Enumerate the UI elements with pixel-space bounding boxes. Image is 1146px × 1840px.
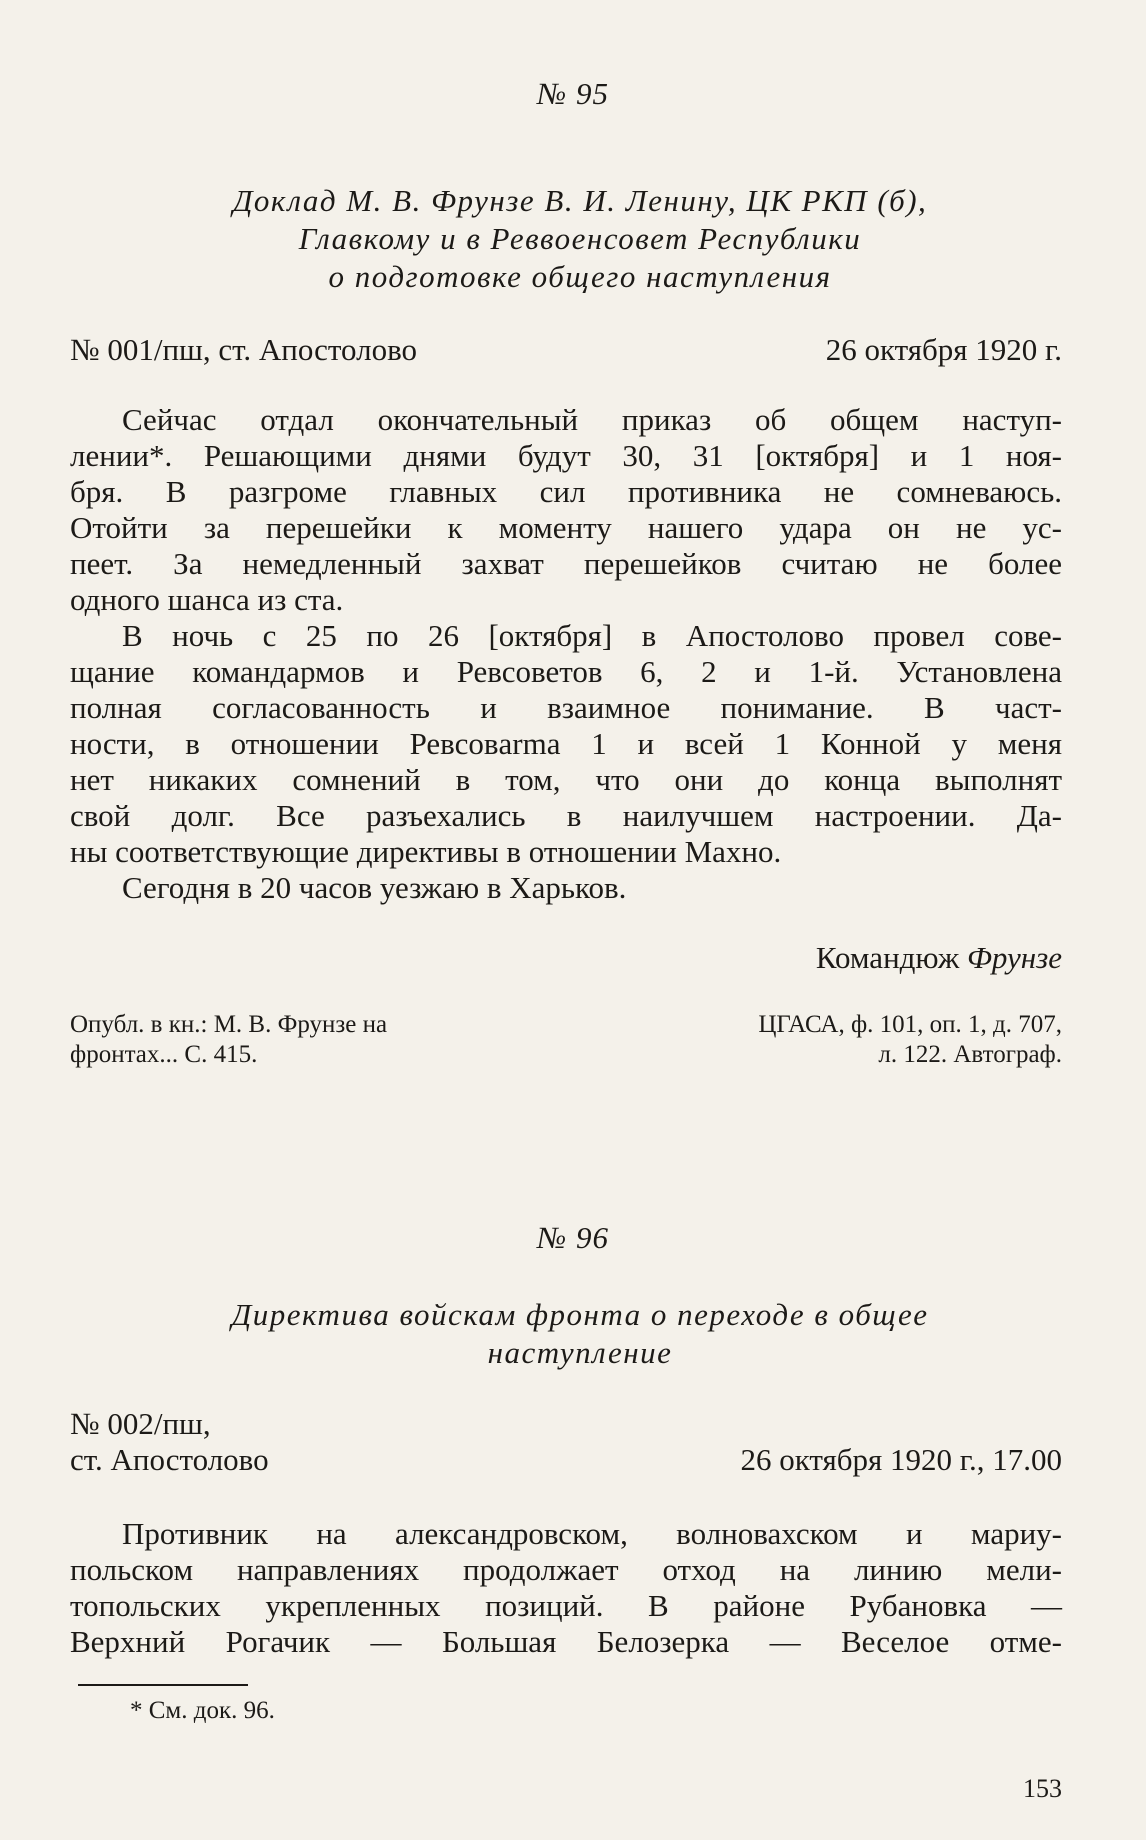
- doc-95-body-line: ности, в отношении Ревсовarma 1 и всей 1 Конной у меня: [70, 726, 1062, 761]
- doc-95-number: № 95: [537, 76, 609, 111]
- doc-96-ref-date: 26 октября 1920 г., 17.00: [740, 1442, 1062, 1477]
- page-number: 153: [1023, 1774, 1062, 1803]
- doc-95-body-line: ны соответствующие директивы в отношении Махно.: [70, 834, 782, 869]
- doc-95-body-line: Сейчас отдал окончательный приказ об общем наступ-: [122, 402, 1062, 437]
- doc-95-ref-date: 26 октября 1920 г.: [825, 332, 1062, 367]
- doc-96-number: № 96: [537, 1220, 609, 1255]
- doc-95-body-line: Отойти за перешейки к моменту нашего удара он не ус-: [70, 510, 1062, 545]
- footnote-rule: [78, 1684, 248, 1686]
- footnote: * См. док. 96.: [130, 1697, 275, 1724]
- doc-95-body-line: бря. В разгроме главных сил противника не сомневаюсь.: [70, 474, 1062, 509]
- doc-95-publication: [70, 1010, 510, 1070]
- doc-95-body-line: одного шанса из ста.: [70, 582, 344, 617]
- doc-95-body-line: лении*. Решающими днями будут 30, 31 [октября] и 1 ноя-: [70, 438, 1062, 473]
- doc-95-ref-left: № 001/пш, ст. Апостолово: [70, 332, 418, 367]
- doc-95-body-line: Сегодня в 20 часов уезжаю в Харьков.: [122, 870, 627, 905]
- doc-95-body-line: нет никаких сомнений в том, что они до конца выполнят: [70, 762, 1062, 797]
- doc-95-title-line: о подготовке общего наступления: [328, 259, 832, 294]
- doc-95-title: [100, 182, 1060, 296]
- doc-95-archive: [600, 1010, 1062, 1070]
- doc-96-title-line: наступление: [487, 1335, 673, 1370]
- archive-line: ЦГАСА, ф. 101, оп. 1, д. 707,: [758, 1011, 1062, 1038]
- signature-name: Фрунзе: [966, 940, 1062, 975]
- doc-96-ref-place: ст. Апостолово: [70, 1442, 269, 1477]
- doc-95-body-line: полная согласованность и взаимное понимание. В част-: [70, 690, 1062, 725]
- doc-95-signature: [70, 940, 1062, 976]
- doc-95-body-line: В ночь с 25 по 26 [октября] в Апостолово провел сове-: [122, 618, 1062, 653]
- doc-95-body-line: свой долг. Все разъехались в наилучшем настроении. Да-: [70, 798, 1062, 833]
- signature-position: Командюж: [815, 940, 967, 975]
- doc-95-title-line: Главкому и в Реввоенсовет Республики: [298, 221, 862, 256]
- doc-96-reference: [70, 1442, 1062, 1478]
- doc-96-body-line: Верхний Рогачик — Большая Белозерка — Веселое отме-: [70, 1624, 1062, 1659]
- publication-line: фронтах... С. 415.: [70, 1041, 258, 1068]
- doc-96-title-line: Директива войскам фронта о переходе в общее: [231, 1297, 929, 1332]
- doc-96-title: [100, 1296, 1060, 1372]
- doc-95-reference: [70, 332, 1062, 368]
- publication-line: Опубл. в кн.: М. В. Фрунзе на: [70, 1011, 388, 1038]
- doc-96-body-line: польском направлениях продолжает отход на линию мели-: [70, 1552, 1062, 1587]
- doc-96-body-line: топольских укрепленных позиций. В районе Рубановка —: [70, 1588, 1062, 1623]
- doc-95-title-line: Доклад М. В. Фрунзе В. И. Ленину, ЦК РКП (б),: [232, 183, 928, 218]
- archive-line: л. 122. Автограф.: [878, 1041, 1062, 1068]
- doc-95-body-line: пеет. За немедленный захват перешейков считаю не более: [70, 546, 1062, 581]
- doc-95-body-line: щание командармов и Ревсоветов 6, 2 и 1-й. Установлена: [70, 654, 1062, 689]
- doc-96-body-line: Противник на александровском, волновахском и мариу-: [122, 1516, 1062, 1551]
- doc-96-ref-number: № 002/пш,: [70, 1406, 211, 1441]
